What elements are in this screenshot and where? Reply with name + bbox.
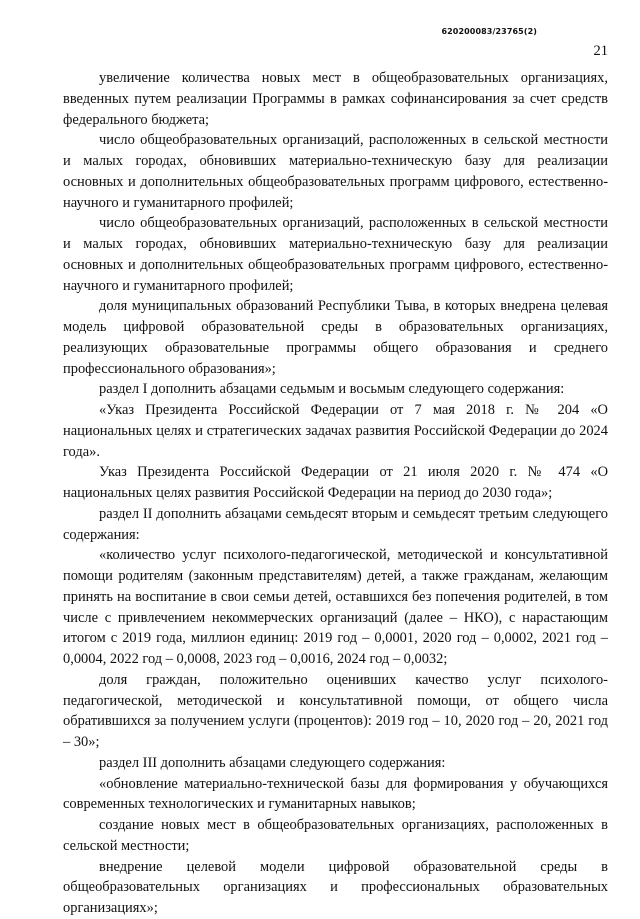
paragraph: раздел III дополнить абзацами следующего содержания: <box>99 754 446 771</box>
paragraph: число общеобразовательных организаций, расположенных в сельской местности и малых городах, обновивших материально-техническую базу для реализации основных и дополнительных общеобразовательных программ цифрового, естественно-научного и гуманитарного профилей; <box>63 215 608 294</box>
paragraph: «количество услуг психолого-педагогической, методической и консультативной помощи родителям (законным представителям) детей, а также гражданам, желающим принять на воспитание в свои семьи детей, оставшихся без попечения родителей, в том числе с привлечением некоммерческих организаций (далее – НКО), с нарастающим итогом с 2019 года, миллион единиц: 2019 год – 0,0001, 2020 год – 0,0002, 2021 год – 0,0004, 2022 год – 0,0008, 2023 год – 0,0016, 2024 год – 0,0032; <box>63 547 608 667</box>
document-body <box>63 68 608 919</box>
paragraph: внедрение целевой модели цифровой образовательной среды в общеобразовательных организациях и профессиональных образовательных организациях»; <box>63 858 608 916</box>
paragraph: увеличение количества новых мест в общеобразовательных организациях, введенных путем реализации Программы в рамках софинансирования за счет средств федерального бюджета; <box>63 70 608 128</box>
document-code: 620200083/23765(2) <box>441 27 537 36</box>
paragraph: раздел II дополнить абзацами семьдесят вторым и семьдесят третьим следующего содержания: <box>63 505 608 543</box>
paragraph: доля муниципальных образований Республики Тыва, в которых внедрена целевая модель цифровой образовательной среды в образовательных организациях, реализующих образовательные программы общего образования и среднего профессионального образования»; <box>63 298 608 377</box>
paragraph: число общеобразовательных организаций, расположенных в сельской местности и малых городах, обновивших материально-техническую базу для реализации основных и дополнительных общеобразовательных программ цифрового, естественно-научного и гуманитарного профилей; <box>63 132 608 211</box>
page-number: 21 <box>593 43 608 59</box>
paragraph: «обновление материально-технической базы для формирования у обучающихся современных технологических и гуманитарных навыков; <box>63 775 608 813</box>
paragraph: раздел I дополнить абзацами седьмым и восьмым следующего содержания: <box>99 381 565 398</box>
paragraph: создание новых мест в общеобразовательных организациях, расположенных в сельской местности; <box>63 817 608 854</box>
paragraph: «Указ Президента Российской Федерации от 7 мая 2018 г. № 204 «О национальных целях и стратегических задачах развития Российской Федерации до 2024 года». <box>63 402 608 460</box>
paragraph: Указ Президента Российской Федерации от 21 июля 2020 г. № 474 «О национальных целях развития Российской Федерации на период до 2030 года»; <box>63 464 608 501</box>
paragraph: доля граждан, положительно оценивших качество услуг психолого-педагогической, методической и консультативной помощи, от общего числа обратившихся за получением услуги (процентов): 2019 год – 10, 2020 год – 20, 2021 год – 30»; <box>63 671 608 750</box>
